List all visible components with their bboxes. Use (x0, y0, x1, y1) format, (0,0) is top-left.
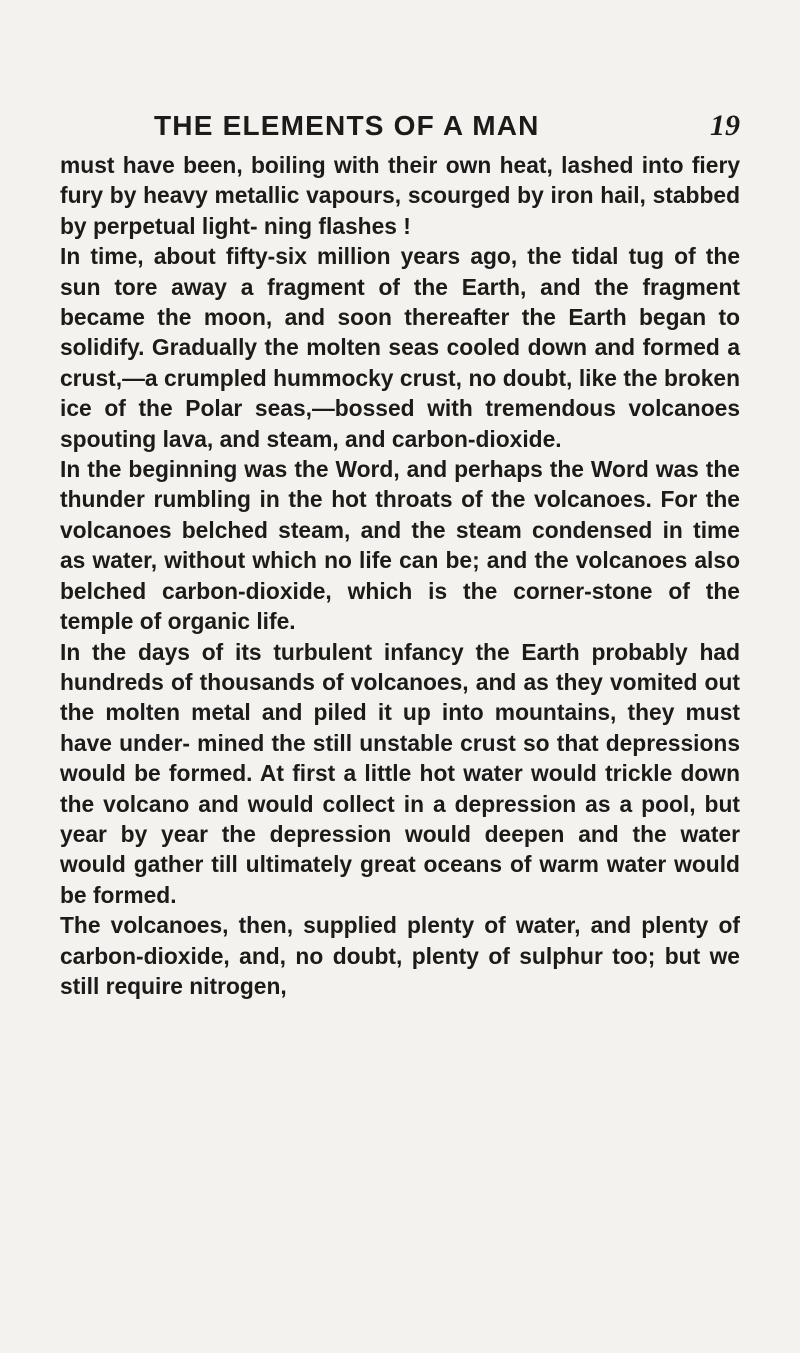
body-text (60, 150, 740, 1001)
paragraph-3: In the beginning was the Word, and perhaps the Word was the thunder rumbling in the hot throats of the volcanoes. For the volcanoes belched steam, and the steam condensed in time as water, without which no life can be; and the volcanoes also belched carbon-dioxide, which is the corner-stone of the temple of organic life. (60, 456, 740, 635)
page-number: 19 (710, 109, 740, 142)
running-head (60, 108, 740, 148)
paragraph-1: must have been, boiling with their own heat, lashed into fiery fury by heavy metallic vapours, scourged by iron hail, stabbed by perpetual light- ning flashes ! (60, 152, 740, 239)
paragraph-5: The volcanoes, then, supplied plenty of water, and plenty of carbon-dioxide, and, no doubt, plenty of sulphur too; but we still require nitrogen, (60, 912, 740, 999)
book-page (60, 0, 740, 1353)
running-title: THE ELEMENTS OF A MAN (154, 110, 540, 141)
paragraph-4: In the days of its turbulent infancy the Earth probably had hundreds of thousands of volcanoes, and as they vomited out the molten metal and piled it up into mountains, they must have under- mined the still unstable crust so that depressions would be formed. At first a little hot water would trickle down the volcano and would collect in a depression as a pool, but year by year the depression would deepen and the water would gather till ultimately great oceans of warm water would be formed. (60, 638, 740, 908)
paragraph-2: In time, about fifty-six million years ago, the tidal tug of the sun tore away a fragment of the Earth, and the fragment became the moon, and soon thereafter the Earth began to solidify. Gradually the molten seas cooled down and formed a crust,—a crumpled hummocky crust, no doubt, like the broken ice of the Polar seas,—bossed with tremendous volcanoes spouting lava, and steam, and carbon-dioxide. (60, 243, 740, 452)
